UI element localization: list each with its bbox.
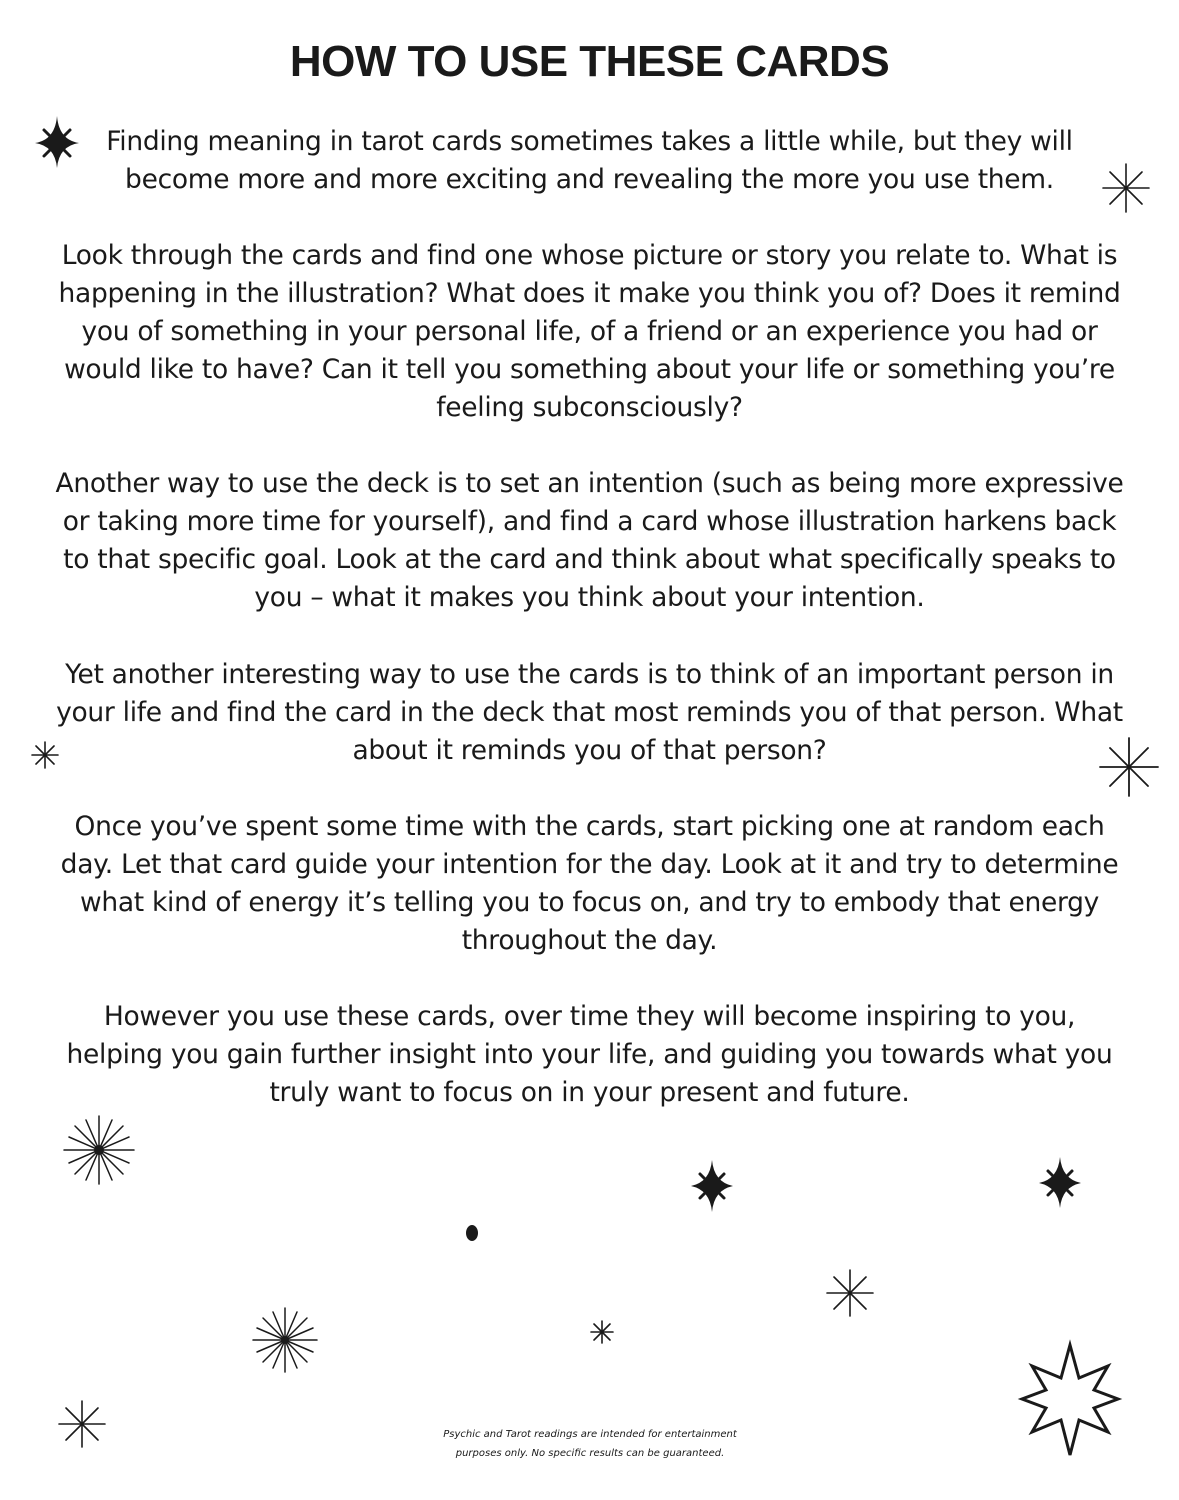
paragraph-daily-card: Once you’ve spent some time with the cards, start picking one at random each day. Let that card guide your intention for the day. Look at it and try to determine what kind of energy it’s telling you to focus on, and try to embody that energy throughout the day. (60, 811, 1119, 956)
burst-center-icon (281, 1336, 289, 1344)
paragraph-conclusion: However you use these cards, over time they will become inspiring to you, helping you gain further insight into your life, and guiding you towards what you truly want to focus on in your present and future. (66, 1001, 1113, 1108)
thin-asterisk-star-icon (59, 1401, 105, 1447)
paragraph-important-person: Yet another interesting way to use the cards is to think of an important person in your life and find the card in the deck that most reminds you of that person. What about it reminds you of that person? (56, 659, 1123, 766)
page-title: HOW TO USE THESE CARDS (289, 37, 890, 86)
thin-asterisk-star-icon (1100, 738, 1158, 796)
paragraph-find-relatable-card: Look through the cards and find one whose picture or story you relate to. What is happening in the illustration? What does it make you think you of? Does it remind you of something in your personal life, of a friend or an experience you had or would like to have? Can it tell you something about your life or something you’re feeling subconsciously? (58, 240, 1121, 423)
sparkle-star-icon (35, 116, 79, 168)
dot-icon (466, 1225, 478, 1241)
sparkle-star-icon (691, 1160, 733, 1212)
paragraph-intro: Finding meaning in tarot cards sometimes takes a little while, but they will become more and more exciting and revealing the more you use them. (106, 126, 1073, 195)
paragraph-set-intention: Another way to use the deck is to set an intention (such as being more expressive or taking more time for yourself), and find a card whose illustration harkens back to that specific goal. Look at the card and think about what specifically speaks to you – what it makes you think about your intention. (55, 468, 1124, 613)
small-asterisk-star-icon (32, 742, 58, 768)
sparkle-star-icon (1039, 1157, 1081, 1208)
disclaimer-note: Psychic and Tarot readings are intended for entertainment purposes only. No specific results can be guaranteed. (443, 1429, 737, 1459)
thin-asterisk-star-icon (1103, 164, 1149, 212)
burst-center-icon (94, 1145, 104, 1155)
small-asterisk-star-icon (591, 1321, 613, 1343)
thin-asterisk-star-icon (827, 1270, 873, 1316)
outline-eight-point-star-icon (1022, 1345, 1118, 1455)
